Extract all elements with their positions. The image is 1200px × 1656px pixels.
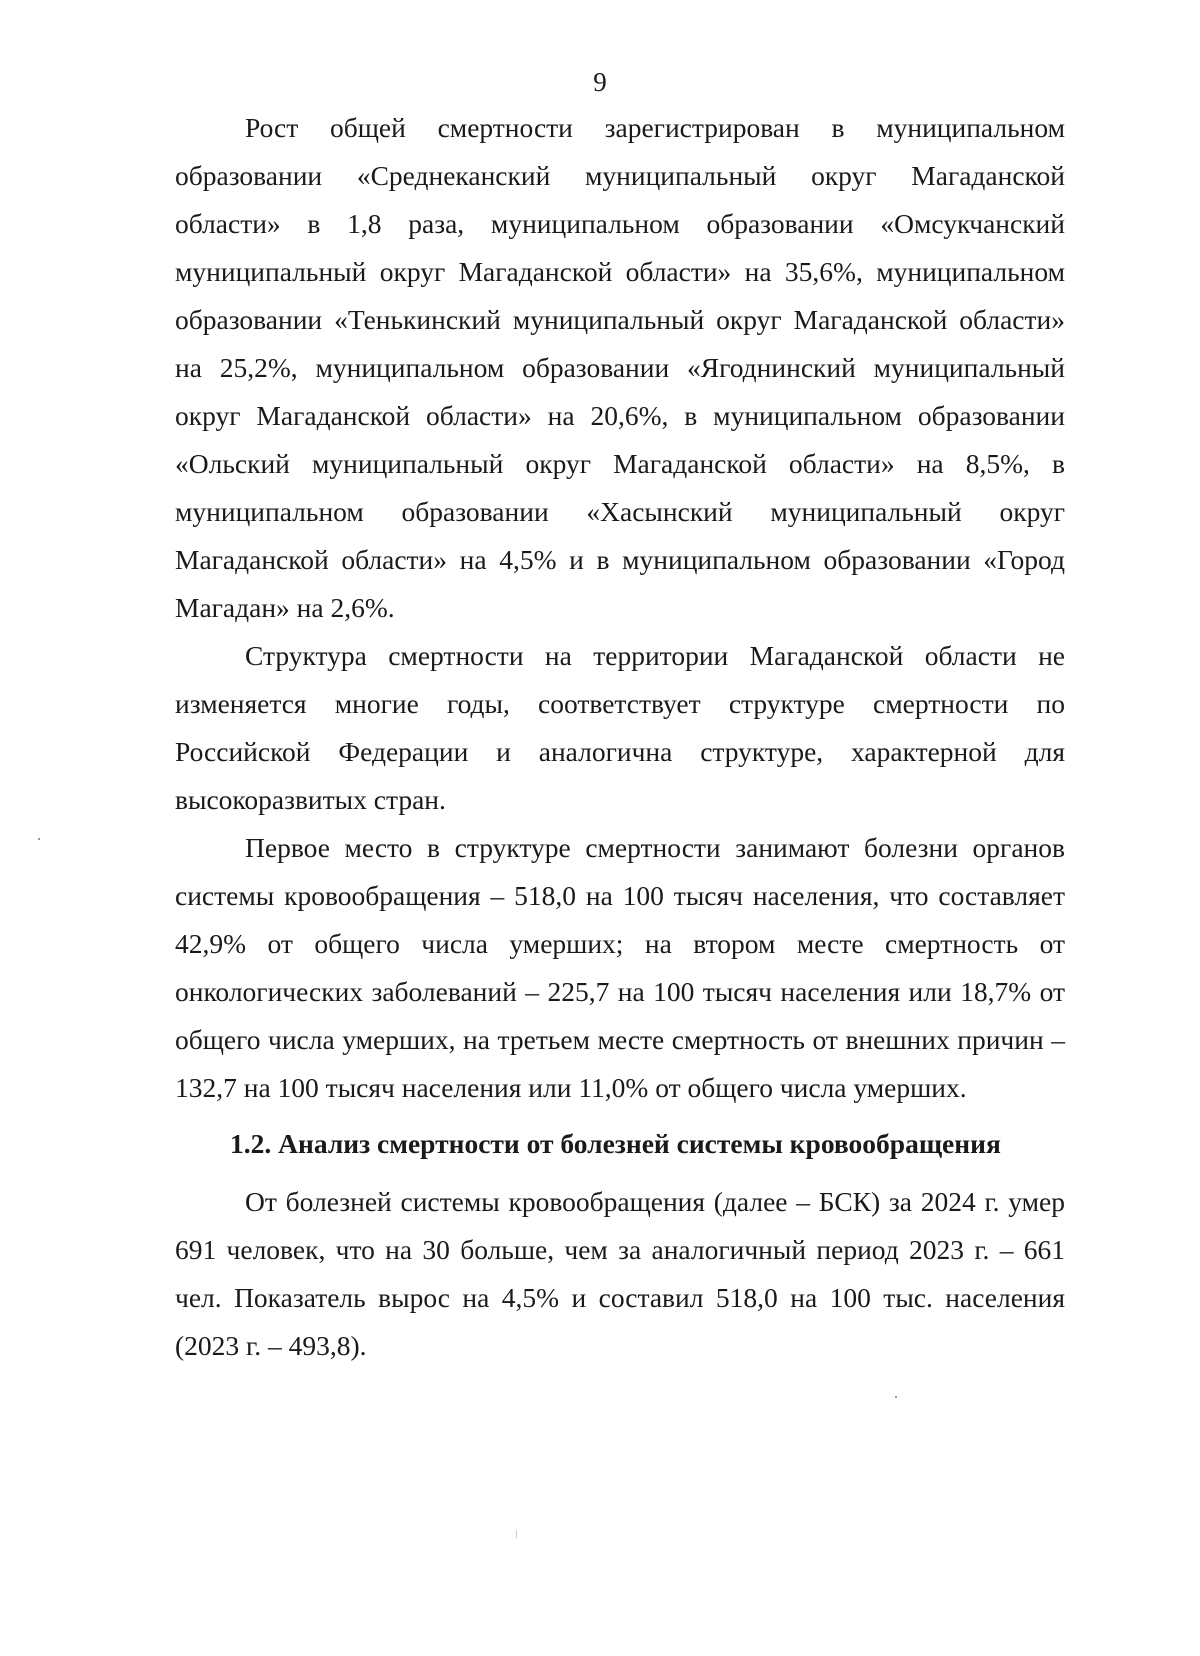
page-number: 9 bbox=[593, 67, 607, 97]
section-heading: 1.2. Анализ смертности от болезней системы кровообращения bbox=[230, 1128, 1001, 1159]
paragraph-mortality-growth: Рост общей смертности зарегистрирован в муниципальном образовании «Среднеканский муниципальный округ Магаданской области» в 1,8 раза, муниципальном образовании «Омсукчанский муниципальный округ Магаданской области» на 35,6%, муниципальном образовании «Тенькинский муниципальный округ Магаданской области» на 25,2%, муниципальном образовании «Ягоднинский муниципальный округ Магаданской области» на 20,6%, в муниципальном образовании «Ольский муниципальный округ Магаданской области» на 8,5%, в муниципальном образовании «Хасынский муниципальный округ Магаданской области» на 4,5% и в муниципальном образовании «Город Магадан» на 2,6%. bbox=[175, 112, 1065, 623]
paragraph-cardiovascular: От болезней системы кровообращения (далее – БСК) за 2024 г. умер 691 человек, что на 30 больше, чем за аналогичный период 2023 г. – 661 чел. Показатель вырос на 4,5% и составил 518,0 на 100 тыс. населения (2023 г. – 493,8). bbox=[175, 1186, 1065, 1361]
document-body bbox=[175, 104, 1065, 1370]
scan-speck bbox=[516, 1530, 517, 1538]
scan-speck bbox=[38, 838, 40, 840]
paragraph-mortality-ranking: Первое место в структуре смертности занимают болезни органов системы кровообращения – 518,0 на 100 тысяч населения, что составляет 42,9% от общего числа умерших; на втором месте смертность от онкологических заболеваний – 225,7 на 100 тысяч населения или 18,7% от общего числа умерших, на третьем месте смертность от внешних причин – 132,7 на 100 тысяч населения или 11,0% от общего числа умерших. bbox=[175, 832, 1065, 1103]
scan-speck bbox=[895, 1396, 897, 1398]
paragraph-mortality-structure: Структура смертности на территории Магаданской области не изменяется многие годы, соответствует структуре смертности по Российской Федерации и аналогична структуре, характерной для высокоразвитых стран. bbox=[175, 640, 1065, 815]
